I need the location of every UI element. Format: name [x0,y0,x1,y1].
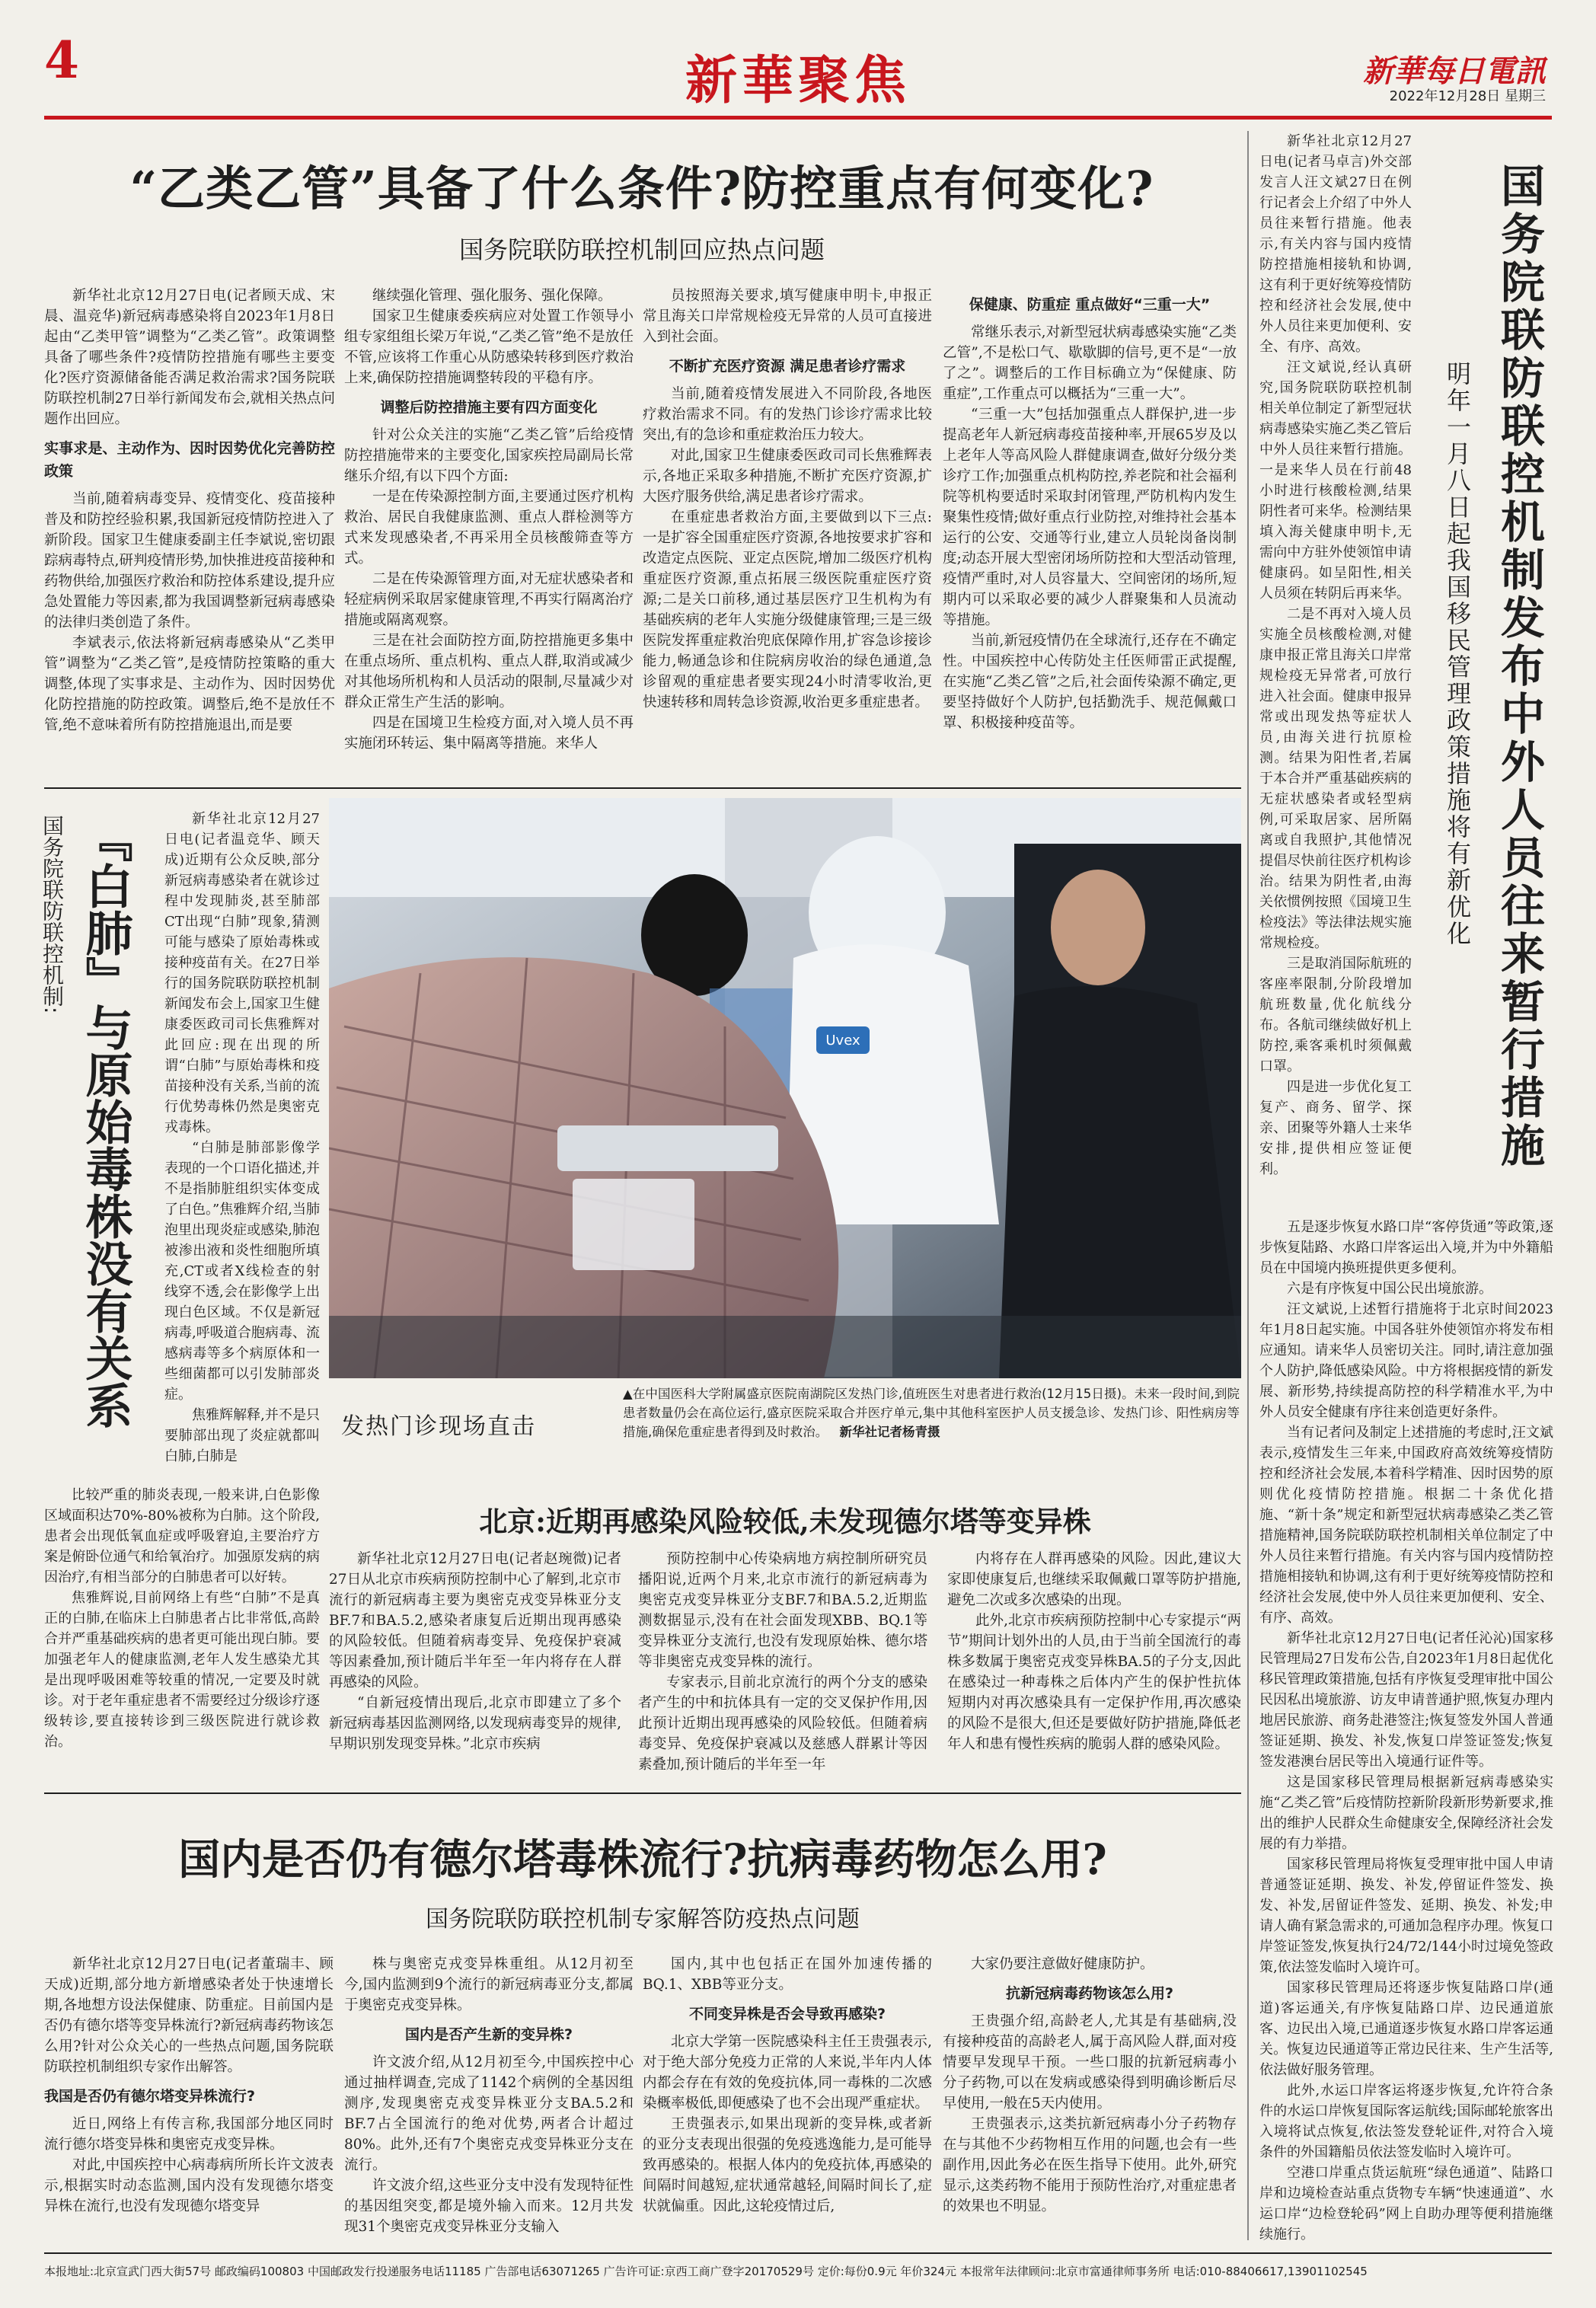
section-subhead: 不断扩充医疗资源 满足患者诊疗需求 [669,358,906,375]
top-story-subtitle: 国务院联防联控机制回应热点问题 [458,235,825,264]
paragraph: 当前,随着疫情发展进入不同阶段,各地医疗救治需求不同。有的发热门诊诊疗需求比较突出,有的急诊和重症救治压力较大。 [643,386,932,443]
paragraph: 新华社北京12月27日电(记者顾天成、宋晨、温竞华)新冠病毒感染将自2023年1月8日起由“乙类甲管”调整为“乙类乙管”。政策调整具备了哪些条件?疫情防控措施有哪些主要变化?医疗资源储备能否满足救治需求?国务院联防联控机制27日举行新闻发布会,就相关热点问题作出回应。 [44,288,335,427]
paragraph: 新华社北京12月27日电(记者马卓言)外交部发言人汪文斌27日在例行记者会上介绍了中外人员往来暂行措施。他表示,有关内容与国内疫情防控措施相接轨和协调,这有利于更好统筹疫情防控和经济社会发展,使中外人员往来更加便利、安全、有序、高效。 [1259,133,1412,355]
top-story-title: “乙类乙管”具备了什么条件?防控重点有何变化? [129,161,1154,216]
paragraph: 新华社北京12月27日电(记者赵琬微)记者27日从北京市疾病预防控制中心了解到,北京市流行的新冠病毒主要为奥密克戎变异株亚分支BF.7和BA.5.2,感染者康复后近期出现再感染的风险较低。但随着病毒变异、免疫保护衰减等因素叠加,预计随后半年至一年内将存在人群再感染的风险。 [329,1551,621,1690]
paragraph: 大家仍要注意做好健康防护。 [971,1956,1154,1972]
section-title: 新華聚焦 [685,50,911,111]
photo-credit: 新华社记者杨青摄 [839,1425,940,1439]
photo-kicker: 发热门诊现场直击 [341,1413,536,1440]
delta-title: 国内是否仍有德尔塔毒株流行?抗病毒药物怎么用? [178,1834,1107,1884]
ppe-badge-text: Uvex [825,1033,860,1049]
paragraph: 汪文斌说,上述暂行措施将于北京时间2023年1月8日起实施。中国各驻外使领馆亦将发布相应通知。请来华人员密切关注。同时,请注意加强个人防护,降低感染风险。中方将根据疫情的新发展、新形势,持续提高防控的科学精准水平,为中外人员安全健康有序往来创造更好条件。 [1259,1301,1553,1420]
photo-caption-block [623,1384,1240,1441]
baifei-narrow-column [164,809,320,1467]
delta-column-3 [643,1954,932,2217]
paragraph: 四是在国境卫生检疫方面,对入境人员不再实施闭环转运、集中隔离等措施。来华人 [344,715,634,752]
paragraph: 当有记者问及制定上述措施的考虑时,汪文斌表示,疫情发生三年来,中国政府高效统筹疫情防控和经济社会发展,本着科学精准、因时因势的原则优化疫情防控措施。根据二十条优化措施、“新十条”规定和新型冠状病毒感染乙类乙管措施精神,国务院联防联控机制相关单位制定了中外人员往来暂行措施。有关内容与国内疫情防控措施相接轨和协调,这有利于更好统筹疫情防控和经济社会发展,使中外人员往来更加便利、安全、有序、高效。 [1259,1425,1553,1626]
paragraph: 四是进一步优化复工复产、商务、留学、探亲、团聚等外籍人士来华安排,提供相应签证便利。 [1259,1079,1412,1177]
paragraph: 对此,国家卫生健康委医政司司长焦雅辉表示,各地正采取多种措施,不断扩充医疗资源,扩大医疗服务供给,满足患者诊疗需求。 [643,448,932,505]
paragraph: 在重症患者救治方面,主要做到以下三点:一是扩容全国重症医疗资源,各地按要求扩容和改造定点医院、亚定点医院,增加二级医疗机构重症医疗资源,重点拓展三级医院重症医疗资源;二是关口前移,通过基层医疗卫生机构为有基础疾病的老年人实施分级健康管理;三是三级医院发挥重症救治兜底保障作用,扩容急诊接诊能力,畅通急诊和住院病房收治的绿色通道,急诊留观的重症患者要实现24小时清零收治,更快速转移和周转急诊资源,收治更多重症患者。 [643,509,932,710]
photo-caption: ▲在中国医科大学附属盛京医院南湖院区发热门诊,值班医生对患者进行救治(12月15日摄)。未来一段时间,到院患者数量仍会在高位运行,盛京医院采取合并医疗单元,集中其他科室医护人员支援急诊、发热门诊、阳性病房等措施,确保危重症患者得到及时救治。 [623,1387,1240,1439]
beijing-headline: 北京:近期再感染风险较低,未发现德尔塔等变异株 [479,1505,1091,1538]
section-subhead: 保健康、防重症 重点做好“三重一大” [969,296,1211,313]
paragraph: 李斌表示,依法将新冠病毒感染从“乙类甲管”调整为“乙类乙管”,是疫情防控策略的重大调整,体现了实事求是、主动作为、因时因势优化防控措施的防控政策。调整后,绝不是放任不管,绝不意味着所有防控措施退出,而是要 [44,635,335,733]
paragraph: 专家表示,目前北京流行的两个分支的感染者产生的中和抗体具有一定的交叉保护作用,因此预计近期出现再感染的风险较低。但随着病毒变异、免疫保护衰减以及慈感人群累计等因素叠加,预计随后的半年至一年 [638,1674,927,1773]
section-subhead: 国内是否产生新的变异株? [404,2026,573,2043]
paragraph: “白肺是肺部影像学表现的一个口语化描述,并不是指肺脏组织实体变成了白色。”焦雅辉介绍,当肺泡里出现炎症或感染,肺泡被渗出液和炎性细胞所填充,CT或者X线检查的射线穿不透,会在影像学上出现白色区域。不仅是新冠病毒,呼吸道合胞病毒、流感病毒等多个病原体和一些细菌都可以引发肺部炎症。 [164,1140,320,1403]
footer-imprint: 本报地址:北京宣武门西大街57号 邮政编码100803 中国邮政发行投递服务电话11185 广告部电话63071265 广告许可证:京西工商广登字20170529号 定价:每份0.9元 年价324元 本报常年法律顾问:北京市富通律师事务所 电话:010-88406617,13901102545 [44,2265,1368,2278]
beijing-column-2 [638,1549,927,1775]
paragraph: 这是国家移民管理局根据新冠病毒感染实施“乙类乙管”后疫情防控新阶段新形势新要求,推出的维护人民群众生命健康安全,保障经济社会发展的有力举措。 [1259,1774,1553,1852]
right-story-deck: 明年一月八日起我国移民管理政策措施将有新优化 [1443,361,1472,947]
paragraph: 汪文斌说,经认真研究,国务院联防联控机制相关单位制定了新型冠状病毒感染实施乙类乙管后中外人员往来暂行措施。一是来华人员在行前48小时进行核酸检测,结果阴性者可来华。检测结果填入海关健康申明卡,无需向中方驻外使领馆申请健康码。如呈阳性,相关人员须在转阴后再来华。 [1259,359,1412,602]
paragraph: 预防控制中心传染病地方病控制所研究员播阳说,近两个月来,北京市流行的新冠病毒为奥密克戎变异株亚分支BF.7和BA.5.2,近期监测数据显示,没有在社会面发现XBB、BQ.1等变异株亚分支流行,也没有发现原始株、德尔塔等非奥密克戎变异株的流行。 [638,1551,927,1670]
paragraph: 一是在传染源控制方面,主要通过医疗机构救治、居民自我健康监测、重点人群检测等方式来发现感染者,不再采用全员核酸筛查等方式。 [344,489,634,567]
paragraph: 许文波介绍,这些亚分支中没有发现特征性的基因组突变,都是境外输入而来。12月共发现31个奥密克戎变异株亚分支输入 [344,2178,634,2235]
paragraph: 此外,水运口岸客运将逐步恢复,允许符合条件的水运口岸恢复国际客运航线;国际邮轮旅客出入境将试点恢复,依法签发登轮证件,对符合入境条件的外国籍船员依法签发临时入境许可。 [1259,2083,1553,2160]
delta-column-2 [344,1954,634,2237]
page-number: 4 [44,30,79,90]
baifei-kicker: 国务院联防联控机制: [40,815,65,1014]
paragraph: 株与奥密克戎变异株重组。从12月初至今,国内监测到9个流行的新冠病毒亚分支,都属于奥密克戎变异株。 [344,1956,634,2013]
delta-column-4 [943,1954,1237,2217]
right-story-narrow-column [1259,131,1412,1180]
right-story-headline: 国务院联防联控机制发布中外人员往来暂行措施 [1493,163,1545,1170]
paragraph: 近日,网络上有传言称,我国部分地区同时流行德尔塔变异株和奥密克戎变异株。 [44,2116,334,2153]
paragraph: 此外,北京市疾病预防控制中心专家提示“两节”期间计划外出的人员,由于当前全国流行的毒株多数属于奥密克戎变异株BA.5的子分支,因此在感染过一种毒株之后体内产生的保护性抗体短期内对再次感染具有一定保护作用,再次感染的风险不是很大,但还是要做好防护措施,降低老年人和患有慢性疾病的脆弱人群的感染风险。 [947,1613,1241,1752]
masthead-rule [44,116,1552,120]
section-subhead: 调整后防控措施主要有四方面变化 [380,399,598,416]
delta-column-1 [44,1954,334,2217]
fever-clinic-photo [329,798,1241,1378]
section-subhead: 抗新冠病毒药物该怎么用? [1005,1985,1174,2002]
paragraph: 五是逐步恢复水路口岸“客停货通”等政策,逐步恢复陆路、水路口岸客运出入境,并为中外籍船员在中国境内换班提供更多便利。 [1259,1219,1553,1276]
top-story-column-3 [643,286,932,713]
paragraph: 国家卫生健康委疾病应对处置工作领导小组专家组组长梁万年说,“乙类乙管”绝不是放任不管,应该将工作重心从防感染转移到医疗救治上来,确保防控措施调整转段的平稳有序。 [344,308,634,386]
paragraph: 常继乐表示,对新型冠状病毒感染实施“乙类乙管”,不是松口气、歇歇脚的信号,更不是“一放了之”。调整后的工作目标确立为“保健康、防重症”,工作重点可以概括为“三重一大”。 [943,324,1237,402]
paragraph: 焦雅辉说,目前网络上有些“白肺”不是真正的白肺,在临床上白肺患者占比非常低,高龄合并严重基础疾病的患者更可能出现白肺。要加强老年人的健康监测,老年人发生感染尤其是出现呼吸困难等较重的情况,一定要及时就诊。对于老年重症患者不需要经过分级诊疗逐级转诊,要直接转诊到三级医院进行就诊救治。 [44,1590,320,1750]
paragraph: 三是在社会面防控方面,防控措施更多集中在重点场所、重点机构、重点人群,取消或减少对其他场所机构和人员活动的限制,尽量减少对群众正常生产生活的影响。 [344,633,634,710]
section-divider [44,787,1241,789]
footer-rule [44,2252,1552,2254]
photo-illustration [329,798,1241,1378]
paragraph: 当前,随着病毒变异、疫情变化、疫苗接种普及和防控经验积累,我国新冠疫情防控进入了新阶段。国家卫生健康委副主任李斌说,密切跟踪病毒特点,研判疫情形势,加快推进疫苗接种和药物供给,加强医疗救治和防控体系建设,提升应急处置能力等因素,都为我国调整新冠病毒感染的法律归类创造了条件。 [44,491,335,630]
paragraph: 继续强化管理、强化服务、强化保障。 [372,288,612,304]
right-story-wide-column [1259,1217,1553,2245]
beijing-column-3 [947,1549,1241,1754]
paragraph: 国内,其中也包括正在国外加速传播的BQ.1、XBB等亚分支。 [643,1956,932,1993]
paragraph: 对此,中国疾控中心病毒病所所长许文波表示,根据实时动态监测,国内没有发现德尔塔变异株在流行,也没有发现德尔塔变异 [44,2157,334,2214]
paragraph: 新华社北京12月27日电(记者任沁沁)国家移民管理局27日发布公告,自2023年1月8日起优化移民管理政策措施,包括有序恢复受理审批中国公民因私出境旅游、访友申请普通护照,恢复办理内地居民旅游、商务赴港签注;恢复签发外国人普通签证延期、换发、补发,恢复口岸签证签发;恢复签发港澳台居民等出入境通行证件等。 [1259,1630,1553,1770]
paragraph: “三重一大”包括加强重点人群保护,进一步提高老年人新冠病毒疫苗接种率,开展65岁及以上老年人等高风险人群健康调查,做好分级分类诊疗工作;加强重点机构防控,养老院和社会福利院等机构要适时采取封闭管理,严防机构内发生聚集性疫情;做好重点行业防控,对维持社会基本运行的公安、交通等行业,建立人员轮岗备岗制度;动态开展大型密闭场所防控和大型活动管理,疫情严重时,对人员容量大、空间密闭的场所,短期内可以采取必要的减少人群聚集和人员流动等措施。 [943,407,1237,628]
paragraph: 二是在传染源管理方面,对无症状感染者和轻症病例采取居家健康管理,不再实行隔离治疗措施或隔离观察。 [344,571,634,628]
column-rule [1247,131,1249,2240]
section-subhead: 实事求是、主动作为、因时因势优化完善防控政策 [44,440,335,480]
paragraph: 二是不再对入境人员实施全员核酸检测,对健康申报正常且海关口岸常规检疫无异常者,可放行进入社会面。健康申报异常或出现发热等症状人员,由海关进行抗原检测。结果为阳性者,若属于本合并严重基础疾病的无症状感染者或轻型病例,可采取居家、居所隔离或自我照护,其他情况提倡尽快前往医疗机构诊治。结果为阴性者,由海关依惯例按照《国境卫生检疫法》等法律法规实施常规检疫。 [1259,606,1412,951]
top-story-column-2 [344,286,634,754]
top-story-column-4 [943,286,1237,733]
paragraph: 王贵强表示,如果出现新的变异株,或者新的亚分支表现出很强的免疫逃逸能力,是可能导致再感染的。根据人体内的免疫抗体,再感染的间隔时间越短,症状通常越轻,间隔时间长了,症状就偏重。因此,这轮疫情过后, [643,2116,932,2214]
paragraph: 三是取消国际航班的客座率限制,分阶段增加航班数量,优化航线分布。各航司继续做好机上防控,乘客乘机时须佩戴口罩。 [1259,956,1412,1074]
top-story-column-1 [44,286,335,736]
section-subhead: 不同变异株是否会导致再感染? [688,2006,886,2022]
paragraph: 王贵强表示,这类抗新冠病毒小分子药物存在与其他不少药物相互作用的问题,也会有一些副作用,因此务必在医生指导下使用。此外,研究显示,这类药物不能用于预防性治疗,对重症患者的效果也不明显。 [943,2116,1237,2214]
paragraph: 王贵强介绍,高龄老人,尤其是有基础病,没有接种疫苗的高龄老人,属于高风险人群,面对疫情要早发现早干预。一些口服的抗新冠病毒小分子药物,可以在发病或感染得到明确诊断后尽早使用,一般在5天内使用。 [943,2013,1237,2112]
paragraph: 许文波介绍,从12月初至今,中国疾控中心通过抽样调查,完成了1142个病例的全基因组测序,发现奥密克戎变异株亚分支BA.5.2和BF.7占全国流行的绝对优势,两者合计超过80%。此外,还有7个奥密克戎变异株亚分支在流行。 [344,2054,634,2173]
section-subhead: 我国是否仍有德尔塔变异株流行? [44,2088,256,2105]
paragraph: 国家移民管理局将恢复受理审批中国人申请普通签证延期、换发、补发,停留证件签发、换发、补发,居留证件签发、延期、换发、补发;申请人确有紧急需求的,可通加急程序办理。恢复口岸签证签发,恢复执行24/72/144小时过境免签政策,依法签发临时入境许可。 [1259,1856,1554,1975]
paragraph: 焦雅辉解释,并不是只要肺部出现了炎症就都叫白肺,白肺是 [164,1407,320,1464]
baifei-wide-column [44,1485,320,1752]
paragraph: “自新冠疫情出现后,北京市即建立了多个新冠病毒基因监测网络,以发现病毒变异的规律,早期识别发现变异株。”北京市疾病 [329,1695,621,1752]
paragraph: 内将存在人群再感染的风险。因此,建议大家即使康复后,也继续采取佩戴口罩等防护措施,避免二次或多次感染的出现。 [947,1551,1241,1608]
paragraph: 国家移民管理局还将逐步恢复陆路口岸(通道)客运通关,有序恢复陆路口岸、边民通道旅客、边民出入境,已通道逐步恢复水路口岸客运通关。恢复边民通道等正常边民往来、生产生活等,依法做好服务管理。 [1259,1980,1553,2078]
paragraph: 当前,新冠疫情仍在全球流行,还存在不确定性。中国疾控中心传防处主任医师雷正武提醒,在实施“乙类乙管”之后,社会面传染源不确定,更要坚持做好个人防护,包括勤洗手、规范佩戴口罩、积极接种疫苗等。 [943,633,1237,731]
paragraph: 北京大学第一医院感染科主任王贵强表示,对于绝大部分免疫力正常的人来说,半年内人体内都会存在有效的免疫抗体,同一毒株的二次感染概率极低,即便感染了也不会出现严重症状。 [643,2034,932,2112]
paragraph: 空港口岸重点货运航班“绿色通道”、陆路口岸和边境检查站重点货物专车辆“快速通道”、水运口岸“边检登轮码”网上自助办理等便利措施继续施行。 [1259,2165,1553,2243]
delta-subtitle: 国务院联防联控机制专家解答防疫热点问题 [426,1906,860,1933]
beijing-column-1 [329,1549,621,1754]
paper-name-logo: 新華每日電訊 [1363,53,1546,89]
baifei-headline: 『白肺』与原始毒株没有关系 [78,815,133,1429]
paragraph: 六是有序恢复中国公民出境旅游。 [1287,1281,1492,1297]
paragraph: 比较严重的肺炎表现,一般来讲,白色影像区域面积达70%-80%被称为白肺。这个阶段,患者会出现低氧血症或呼吸窘迫,主要治疗方案是俯卧位通气和给氧治疗。加强原发病的病因治疗,有相当部分的白肺患者可以好转。 [44,1487,320,1585]
paragraph: 员按照海关要求,填写健康申明卡,申报正常且海关口岸常规检疫无异常的人员可直接进入到社会面。 [643,288,932,345]
paragraph: 新华社北京12月27日电(记者温竞华、顾天成)近期有公众反映,部分新冠病毒感染者在就诊过程中发现肺炎,甚至肺部CT出现“白肺”现象,猜测可能与感染了原始毒株或接种疫苗有关。在27日举行的国务院联防联控机制新闻发布会上,国家卫生健康委医政司司长焦雅辉对此回应:现在出现的所谓“白肺”与原始毒株和疫苗接种没有关系,当前的流行优势毒株仍然是奥密克戎毒株。 [164,811,320,1135]
paragraph: 新华社北京12月27日电(记者董瑞丰、顾天成)近期,部分地方新增感染者处于快速增长期,各地想方设法保健康、防重症。目前国内是否仍有德尔塔等变异株流行?新冠病毒药物该怎么用?针对公众关心的一些热点问题,国务院联防联控机制组织专家作出解答。 [44,1956,334,2075]
paragraph: 针对公众关注的实施“乙类乙管”后给疫情防控措施带来的主要变化,国家疾控局副局长常继乐介绍,有以下四个方面: [344,427,634,484]
section-divider [44,1792,1241,1794]
issue-date: 2022年12月28日 星期三 [1389,88,1546,104]
